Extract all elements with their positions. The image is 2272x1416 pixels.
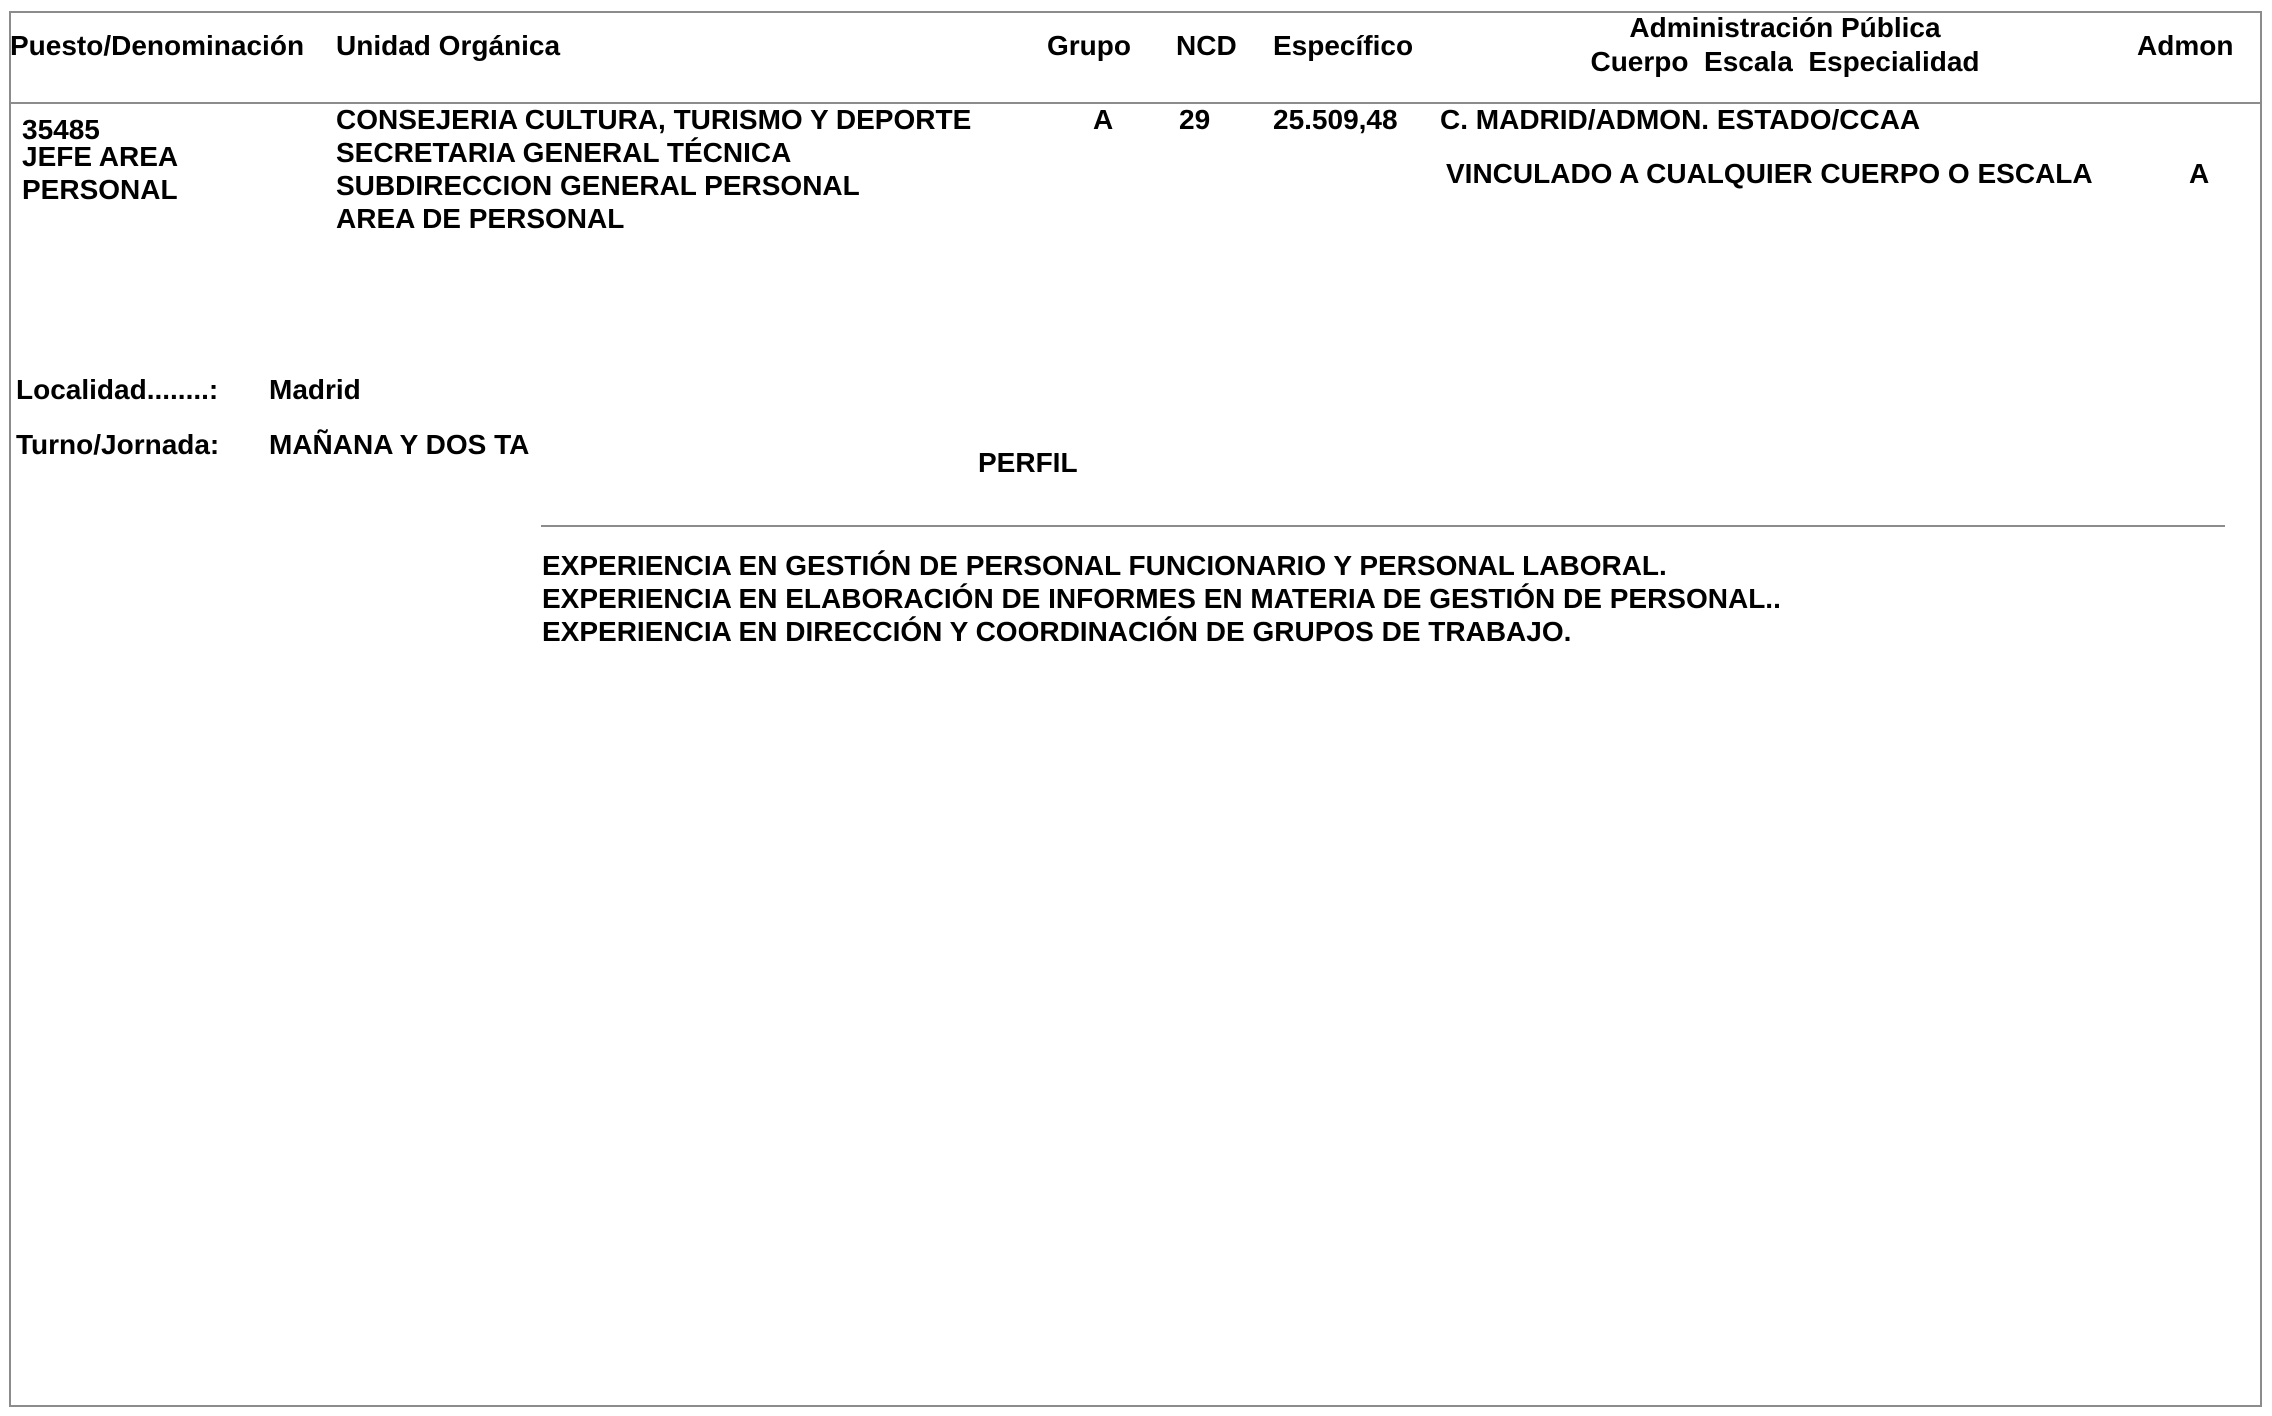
header-grupo: Grupo — [1047, 30, 1131, 61]
header-unidad: Unidad Orgánica — [336, 30, 561, 61]
admon-value: A — [2189, 158, 2210, 189]
header-cuerpo: Cuerpo Escala Especialidad — [1590, 46, 1980, 77]
unidad-line: SUBDIRECCION GENERAL PERSONAL — [336, 170, 860, 201]
grupo-value: A — [1093, 104, 1114, 135]
puesto-name-line-1: JEFE AREA — [22, 141, 179, 172]
perfil-title: PERFIL — [978, 447, 1078, 478]
perfil-line: EXPERIENCIA EN DIRECCIÓN Y COORDINACIÓN DE GRUPOS DE TRABAJO. — [542, 616, 1572, 647]
header-administracion: Administración Pública — [1629, 12, 1941, 43]
turno-value: MAÑANA Y DOS TA — [269, 429, 530, 460]
perfil-lines — [542, 549, 1781, 648]
header-admon: Admon — [2137, 30, 2234, 61]
turno-label: Turno/Jornada: — [16, 429, 220, 460]
puesto-code: 35485 — [22, 114, 100, 145]
especifico-value: 25.509,48 — [1273, 104, 1398, 135]
unidad-line: SECRETARIA GENERAL TÉCNICA — [336, 137, 792, 168]
localidad-label: Localidad........: — [16, 374, 219, 405]
puesto-name-line-2: PERSONAL — [22, 174, 178, 205]
administracion-value: C. MADRID/ADMON. ESTADO/CCAA — [1440, 104, 1921, 135]
perfil-divider — [541, 525, 2225, 527]
perfil-line: EXPERIENCIA EN GESTIÓN DE PERSONAL FUNCIONARIO Y PERSONAL LABORAL. — [542, 550, 1667, 581]
header-especifico: Específico — [1273, 30, 1414, 61]
ncd-value: 29 — [1179, 104, 1211, 135]
perfil-line: EXPERIENCIA EN ELABORACIÓN DE INFORMES EN MATERIA DE GESTIÓN DE PERSONAL.. — [542, 583, 1781, 614]
unidad-organica — [336, 103, 971, 235]
header-ncd: NCD — [1176, 30, 1237, 61]
cuerpo-value: VINCULADO A CUALQUIER CUERPO O ESCALA — [1446, 158, 2093, 189]
header-puesto: Puesto/Denominación — [10, 30, 305, 61]
localidad-value: Madrid — [269, 374, 361, 405]
unidad-line: AREA DE PERSONAL — [336, 203, 625, 234]
unidad-line: CONSEJERIA CULTURA, TURISMO Y DEPORTE — [336, 104, 972, 135]
